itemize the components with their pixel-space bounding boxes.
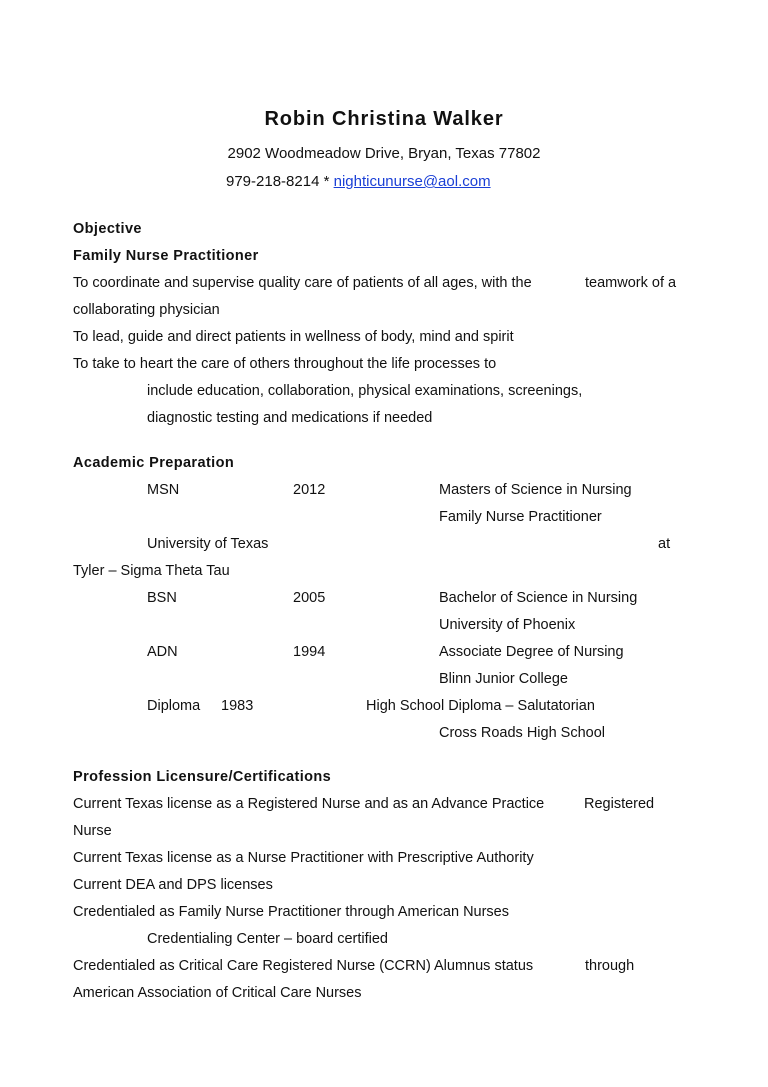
degree-year: 1994 (293, 644, 326, 660)
degree-detail: Cross Roads High School (439, 725, 606, 741)
degree-year: 1983 (221, 698, 254, 714)
objective-line: include education, collaboration, physical examinations, screenings, (147, 383, 583, 399)
licensure-line: Current Texas license as a Registered Nurse and as an Advance Practice (73, 796, 545, 812)
degree: MSN (147, 482, 180, 498)
contact-line (226, 172, 491, 192)
licensure-line: Current DEA and DPS licenses (73, 877, 273, 893)
email-link[interactable]: nighticunurse@aol.com (333, 173, 491, 190)
address: 2902 Woodmeadow Drive, Bryan, Texas 77802 (227, 145, 541, 162)
degree-title: Associate Degree of Nursing (439, 644, 624, 660)
objective-line: collaborating physician (73, 302, 220, 318)
degree-year: 2012 (293, 482, 326, 498)
licensure-line: Registered (584, 796, 655, 812)
licensure-line: Credentialed as Family Nurse Practitioner through American Nurses (73, 904, 509, 920)
degree: Diploma (147, 698, 201, 714)
licensure-line: through (585, 958, 635, 974)
objective-line: diagnostic testing and medications if needed (147, 410, 433, 426)
candidate-name: Robin Christina Walker (264, 108, 504, 130)
objective-line: To take to heart the care of others throughout the life processes to (73, 356, 497, 372)
licensure-line: Credentialing Center – board certified (147, 931, 388, 947)
licensure-line: Nurse (73, 823, 112, 839)
degree-title: Bachelor of Science in Nursing (439, 590, 638, 606)
licensure-line: American Association of Critical Care Nurses (73, 985, 362, 1001)
degree-detail: Family Nurse Practitioner (439, 509, 602, 525)
objective-line: teamwork of a (585, 275, 677, 291)
licensure-line: Credentialed as Critical Care Registered Nurse (CCRN) Alumnus status (73, 958, 534, 974)
separator: * (323, 173, 330, 190)
degree-detail: University of Phoenix (439, 617, 576, 633)
school-tail: at (658, 536, 671, 552)
objective-subheading: Family Nurse Practitioner (73, 248, 259, 264)
phone: 979-218-8214 (226, 173, 320, 190)
degree-title: High School Diploma – Salutatorian (366, 698, 595, 714)
degree-year: 2005 (293, 590, 326, 606)
academic-heading: Academic Preparation (73, 455, 235, 471)
degree: BSN (147, 590, 177, 606)
licensure-line: Current Texas license as a Nurse Practitioner with Prescriptive Authority (73, 850, 534, 866)
school: University of Texas (147, 536, 269, 552)
degree: ADN (147, 644, 178, 660)
degree-detail: Blinn Junior College (439, 671, 568, 687)
school-cont: Tyler – Sigma Theta Tau (73, 563, 230, 579)
degree-title: Masters of Science in Nursing (439, 482, 632, 498)
objective-heading: Objective (73, 221, 142, 237)
objective-line: To lead, guide and direct patients in wellness of body, mind and spirit (73, 329, 514, 345)
objective-line: To coordinate and supervise quality care of patients of all ages, with the (73, 275, 532, 291)
licensure-heading: Profession Licensure/Certifications (73, 769, 332, 785)
